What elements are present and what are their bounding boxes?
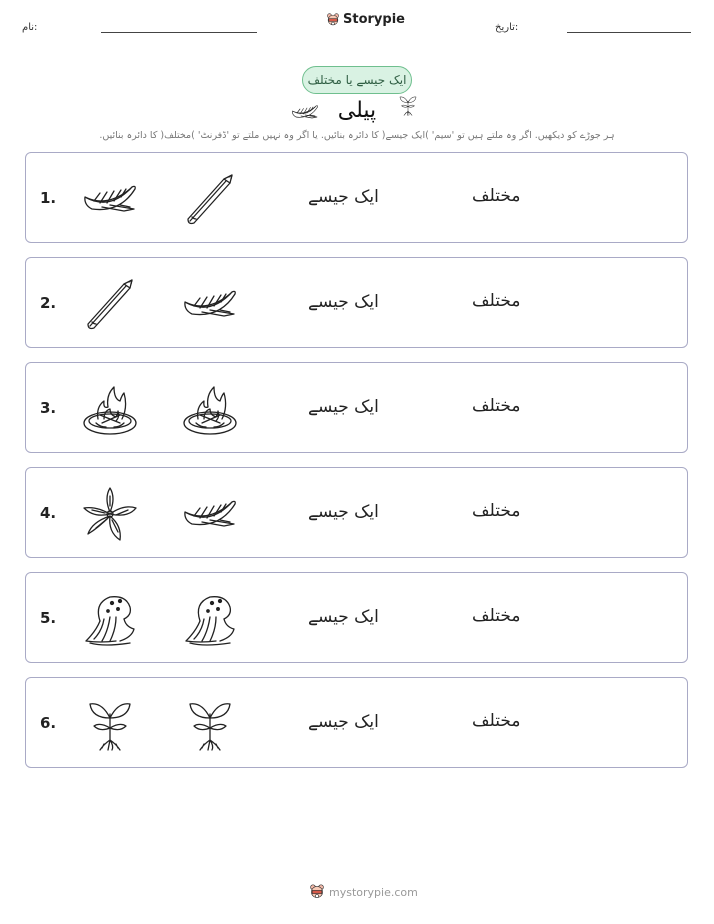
page-title: پیلی xyxy=(337,98,377,123)
footer-link[interactable]: mystorypie.com xyxy=(329,885,418,899)
same-option[interactable]: ایک جیسے xyxy=(308,712,379,732)
bear-icon xyxy=(309,884,325,900)
waterfall-icon xyxy=(80,591,140,647)
row-number: 5. xyxy=(40,609,57,627)
canoe-icon xyxy=(290,98,320,126)
different-option[interactable]: مختلف xyxy=(472,501,521,521)
row-number: 4. xyxy=(40,504,57,522)
date-label: تاریخ: xyxy=(495,22,519,33)
pencil-icon xyxy=(80,276,140,332)
exercise-row xyxy=(25,152,688,243)
worksheet-header xyxy=(0,0,714,50)
exercise-row xyxy=(25,257,688,348)
same-option[interactable]: ایک جیسے xyxy=(308,187,379,207)
different-option[interactable]: مختلف xyxy=(472,186,521,206)
campfire-icon xyxy=(180,381,240,437)
sprout-icon xyxy=(396,90,420,120)
row-number: 3. xyxy=(40,399,57,417)
date-line xyxy=(567,32,691,33)
sprout-icon xyxy=(80,696,140,752)
row-number: 6. xyxy=(40,714,57,732)
sprout-icon xyxy=(180,696,240,752)
different-option[interactable]: مختلف xyxy=(472,396,521,416)
waterfall-icon xyxy=(180,591,240,647)
campfire-icon xyxy=(80,381,140,437)
different-option[interactable]: مختلف xyxy=(472,711,521,731)
flower-icon xyxy=(80,486,140,542)
name-label: نام: xyxy=(22,22,38,33)
row-number: 2. xyxy=(40,294,57,312)
brand-name: Storypie xyxy=(343,12,405,27)
instructions: ہر جوڑے کو دیکھیں. اگر وہ ملتے ہیں تو 'سیم' )ایک جیسے( کا دائرہ بنائیں. یا اگر وہ نہیں ملتے تو 'ڈفرنٹ' )مختلف( کا دائرہ بنائیں. xyxy=(99,130,615,141)
canoe-icon xyxy=(80,171,140,227)
same-option[interactable]: ایک جیسے xyxy=(308,397,379,417)
same-option[interactable]: ایک جیسے xyxy=(308,502,379,522)
exercise-row xyxy=(25,572,688,663)
row-number: 1. xyxy=(40,189,57,207)
exercise-row xyxy=(25,362,688,453)
exercise-row xyxy=(25,677,688,768)
footer xyxy=(309,884,418,900)
different-option[interactable]: مختلف xyxy=(472,291,521,311)
canoe-icon xyxy=(180,486,240,542)
same-option[interactable]: ایک جیسے xyxy=(308,292,379,312)
different-option[interactable]: مختلف xyxy=(472,606,521,626)
exercise-row xyxy=(25,467,688,558)
brand-logo xyxy=(326,12,405,27)
name-line xyxy=(101,32,257,33)
worksheet-subtitle: ایک جیسے یا مختلف xyxy=(302,66,412,94)
bear-icon xyxy=(326,13,340,27)
same-option[interactable]: ایک جیسے xyxy=(308,607,379,627)
pencil-icon xyxy=(180,171,240,227)
canoe-icon xyxy=(180,276,240,332)
title-area xyxy=(0,64,714,130)
